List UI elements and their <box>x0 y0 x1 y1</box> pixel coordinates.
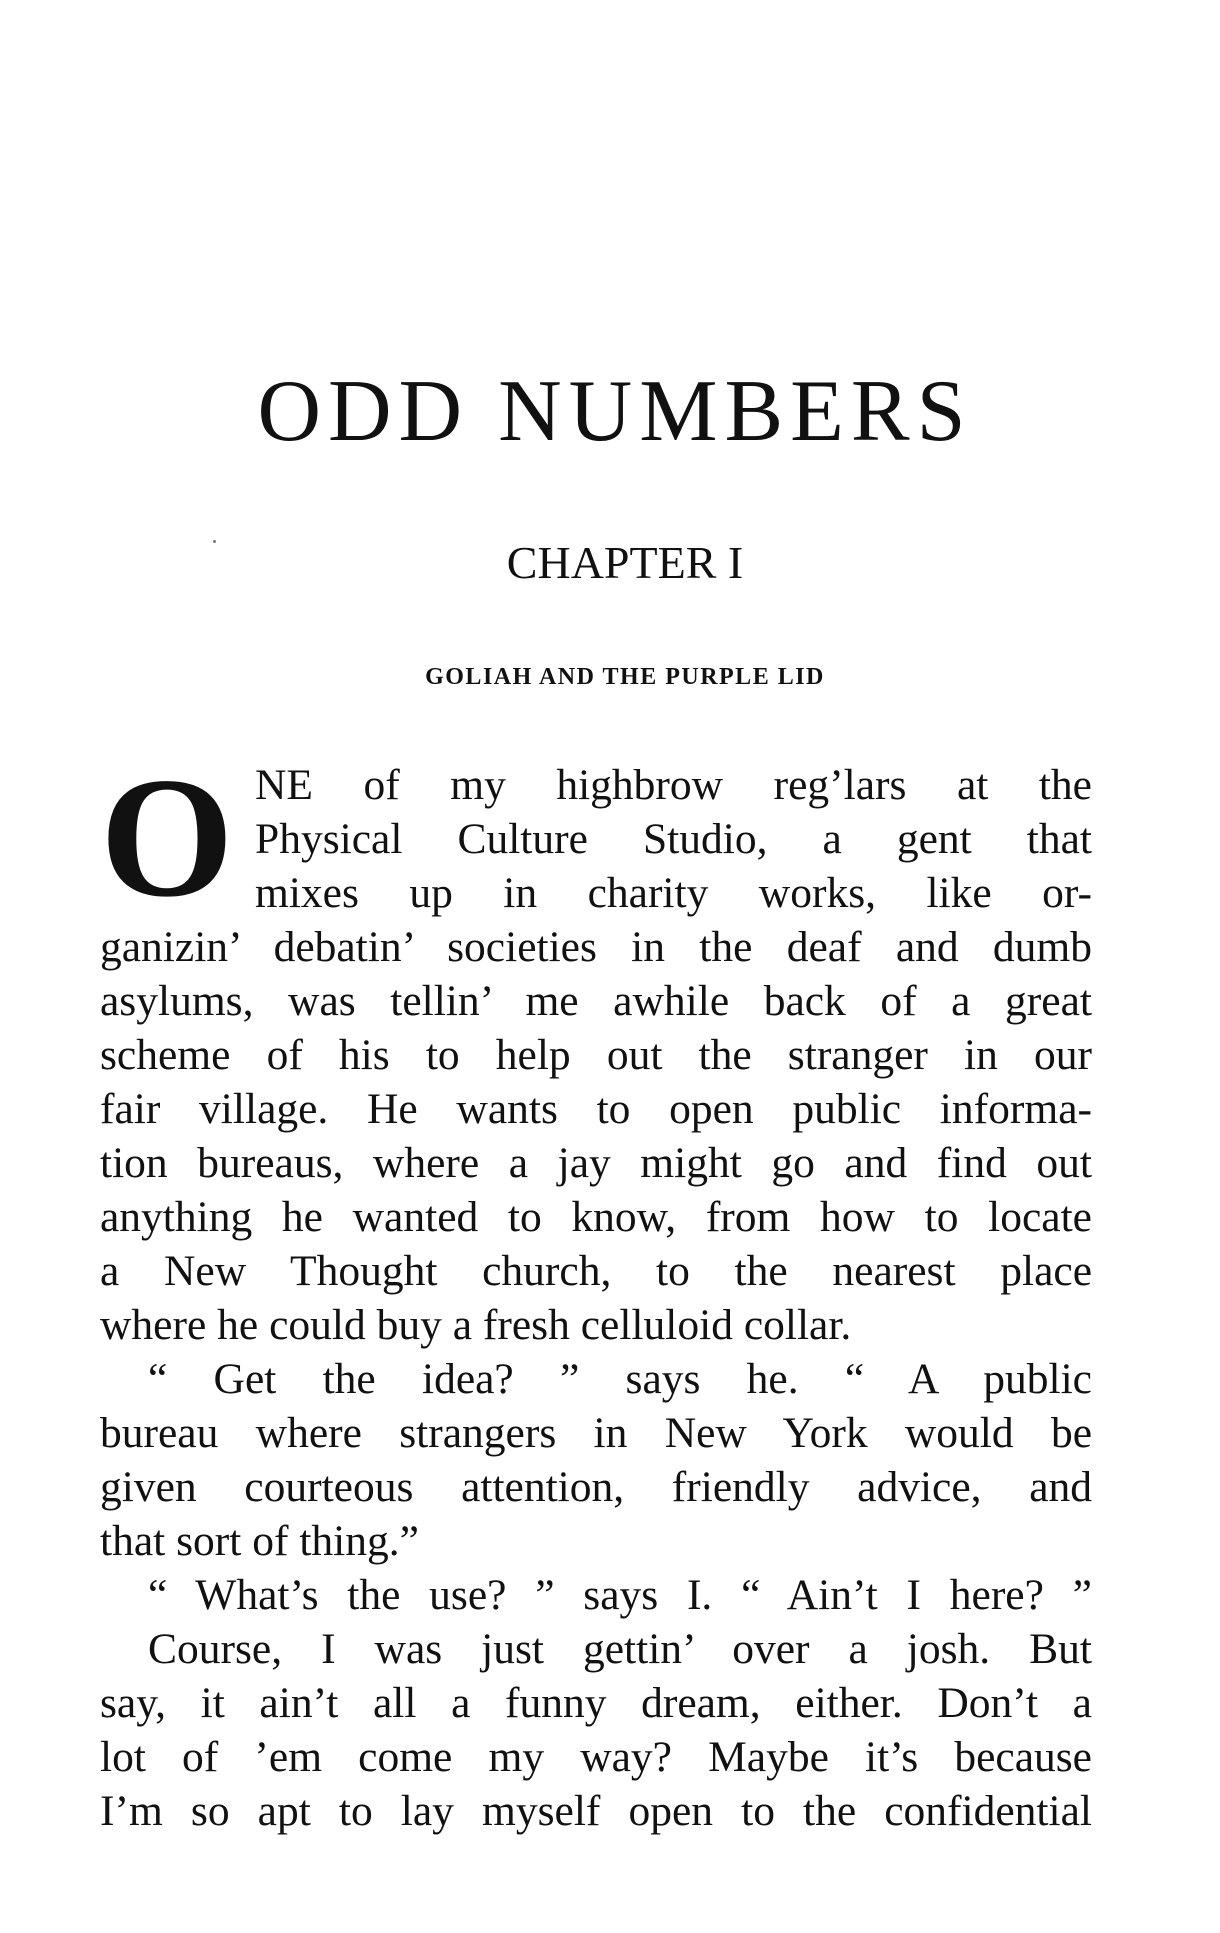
text-line: Physical Culture Studio, a gent that <box>255 815 1092 863</box>
chapter-subtitle: GOLIAH AND THE PURPLE LID <box>425 664 825 690</box>
text-line: fair village. He wants to open public informa- <box>100 1085 1092 1133</box>
text-line: asylums, was tellin’ me awhile back of a great <box>100 977 1092 1025</box>
text-line: a New Thought church, to the nearest place <box>100 1247 1092 1295</box>
text-line: anything he wanted to know, from how to locate <box>100 1193 1092 1241</box>
text-line: I’m so apt to lay myself open to the confidential <box>100 1787 1092 1835</box>
text-line: given courteous attention, friendly advice, and <box>100 1463 1092 1511</box>
text-line: bureau where strangers in New York would be <box>100 1409 1092 1457</box>
body-text <box>100 758 1092 1838</box>
drop-cap: O <box>100 743 234 933</box>
text-line: “ What’s the use? ” says I. “ Ain’t I here? ” <box>148 1571 1092 1619</box>
text-line: say, it ain’t all a funny dream, either. Don’t a <box>100 1679 1092 1727</box>
text-line: “ Get the idea? ” says he. “ A public <box>148 1355 1092 1403</box>
text-line: tion bureaus, where a jay might go and find out <box>100 1139 1092 1187</box>
text-line: that sort of thing.” <box>100 1517 419 1565</box>
chapter-heading: CHAPTER I <box>506 537 744 588</box>
text-line: NE of my highbrow reg’lars at the <box>255 761 1092 809</box>
text-line: Course, I was just gettin’ over a josh. But <box>148 1625 1092 1673</box>
text-line: ganizin’ debatin’ societies in the deaf and dumb <box>100 923 1092 971</box>
book-title: ODD NUMBERS <box>257 363 973 460</box>
text-line: lot of ’em come my way? Maybe it’s because <box>100 1733 1092 1781</box>
text-line: mixes up in charity works, like or- <box>255 869 1092 917</box>
text-line: where he could buy a fresh celluloid collar. <box>100 1301 852 1349</box>
text-line: scheme of his to help out the stranger in our <box>100 1031 1092 1079</box>
